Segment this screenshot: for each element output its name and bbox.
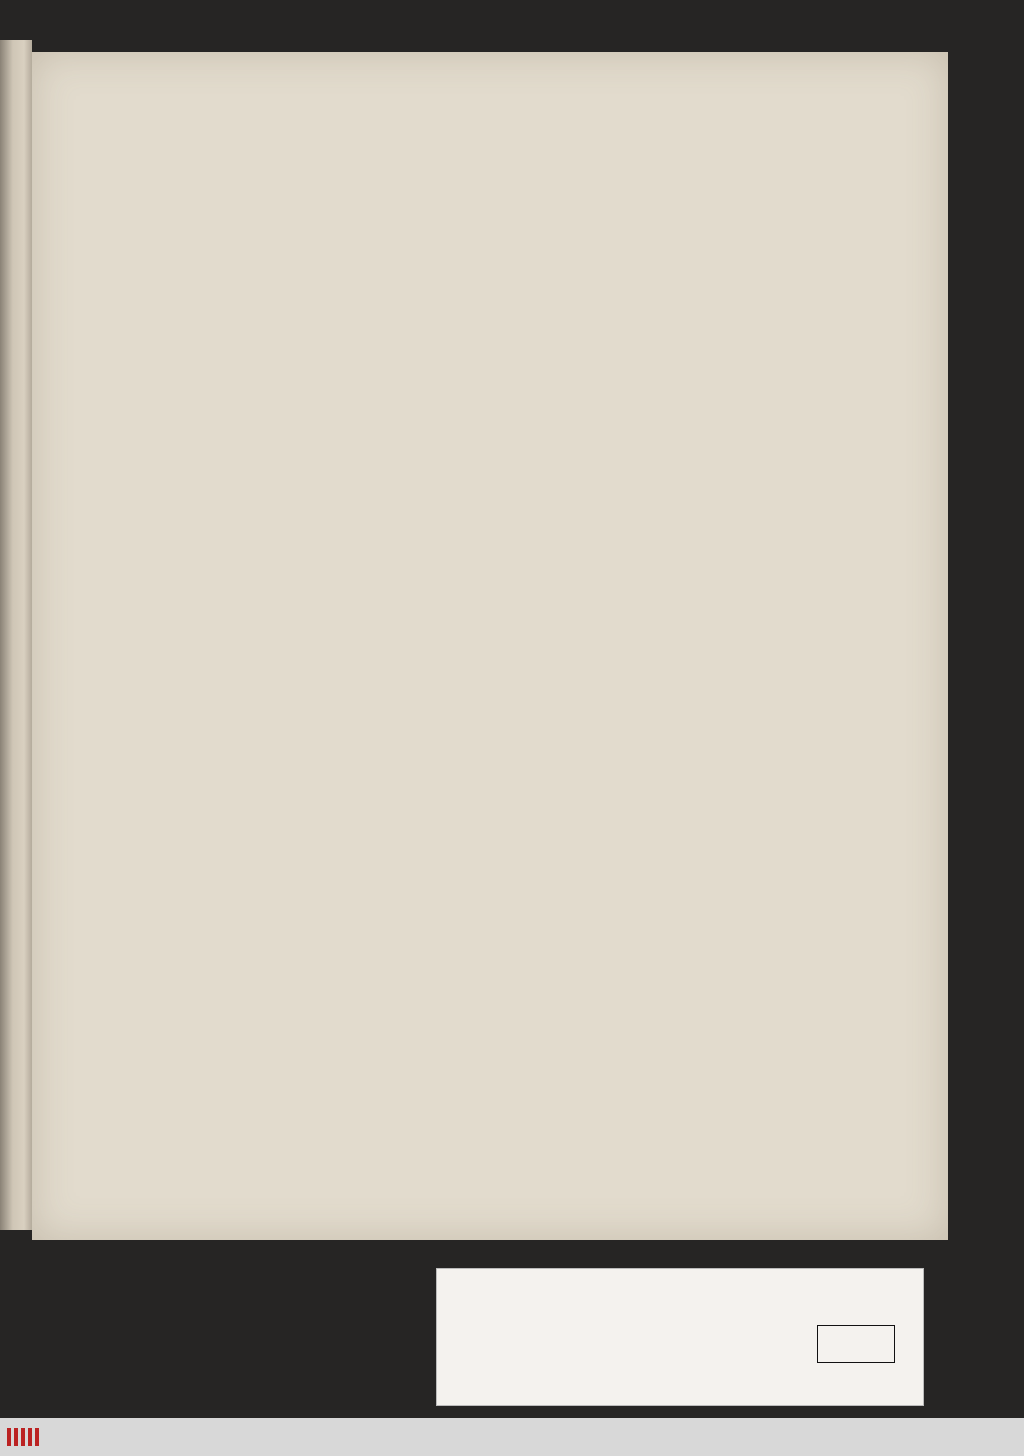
gray-scale-swatch — [817, 1325, 895, 1363]
hab-logo-icon — [6, 1426, 42, 1448]
previous-page-edge — [0, 40, 32, 1230]
book-page — [32, 52, 948, 1240]
library-label-card — [436, 1268, 924, 1406]
footer-bar — [0, 1418, 1024, 1456]
measurement-ruler — [459, 1321, 709, 1355]
